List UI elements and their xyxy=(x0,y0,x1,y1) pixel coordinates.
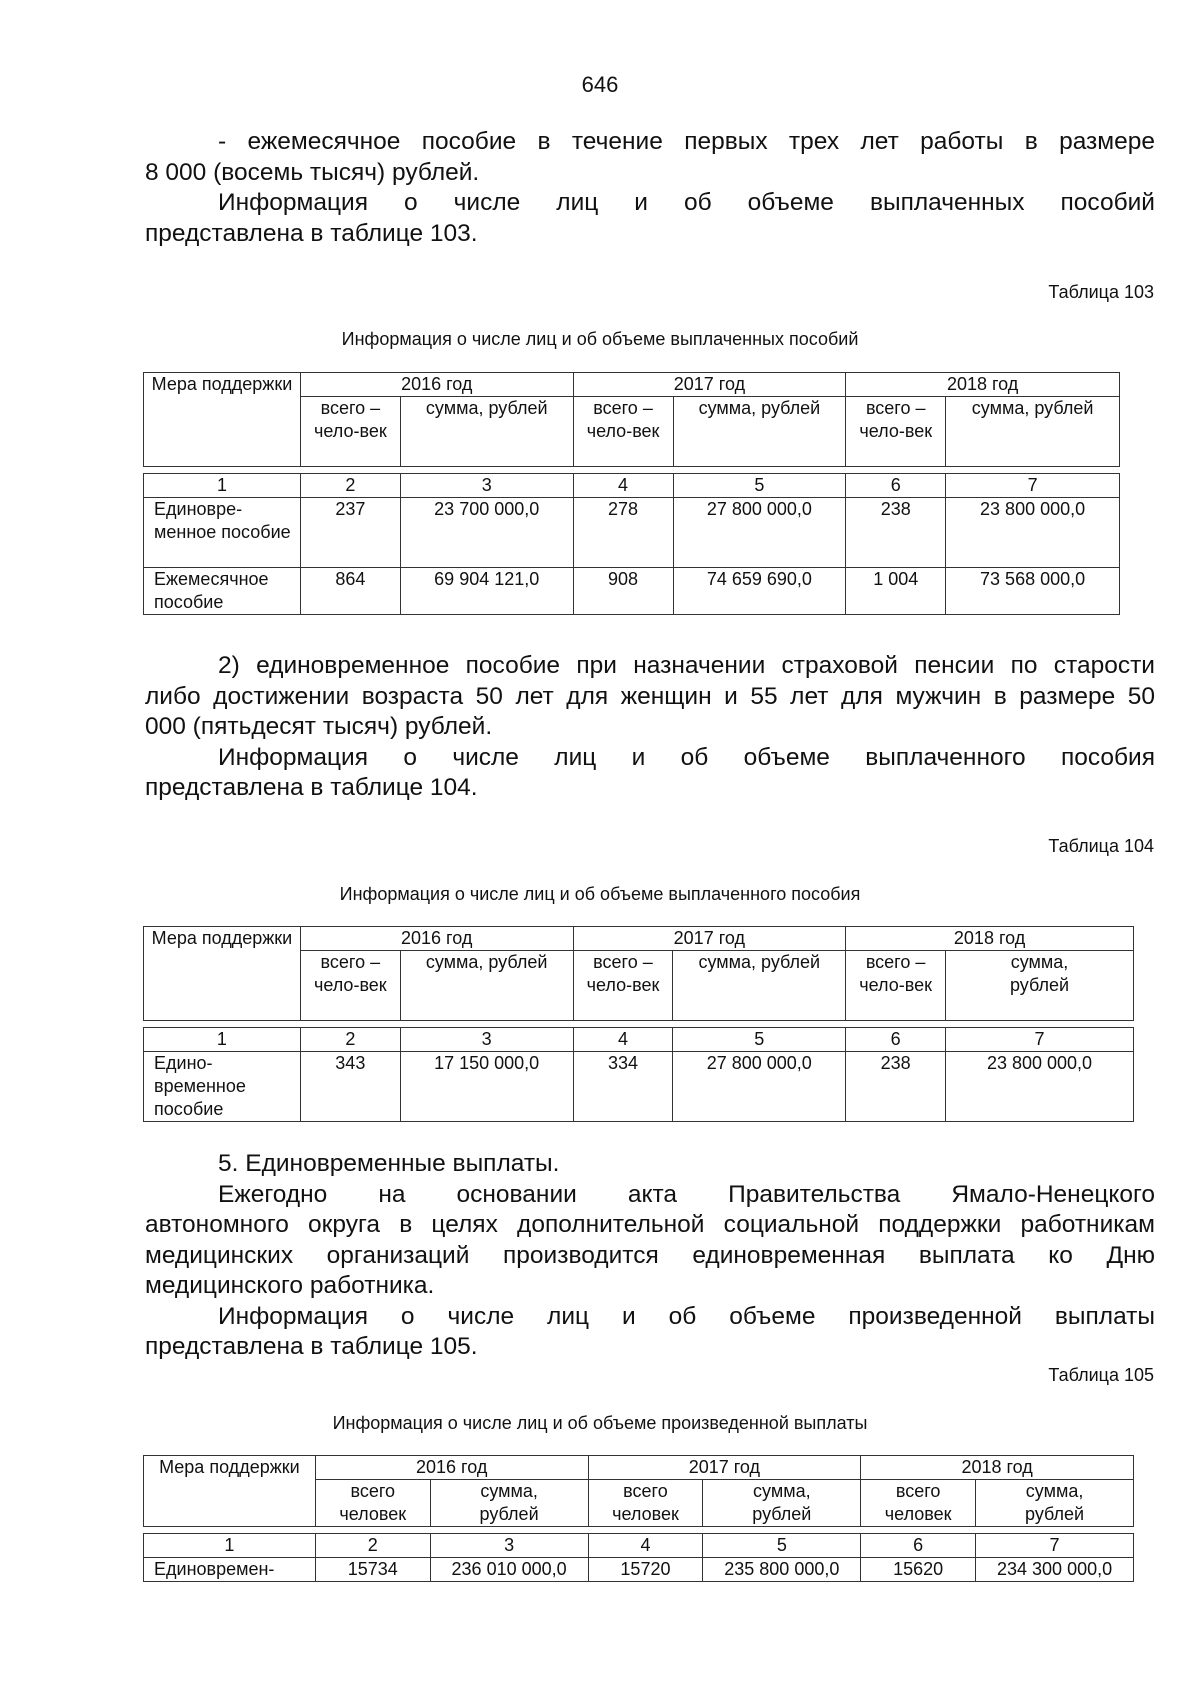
column-number: 5 xyxy=(673,1028,846,1052)
cell: 27 800 000,0 xyxy=(673,1052,846,1122)
cell: 17 150 000,0 xyxy=(400,1052,573,1122)
table-label: Таблица 105 xyxy=(1048,1365,1154,1385)
column-number: 3 xyxy=(400,1028,573,1052)
section-heading: 5. Единовременные выплаты. xyxy=(218,1150,560,1177)
table-row xyxy=(144,568,1120,615)
header-count: всего – чело-век xyxy=(573,951,673,1021)
table-title: Информация о числе лиц и об объеме произведенной выплаты xyxy=(332,1413,868,1433)
header-year: 2018 год xyxy=(846,927,1134,951)
text-line: автономного округа в целях дополнительной социальной поддержки работникам xyxy=(145,1211,1155,1238)
cell: 238 xyxy=(846,498,946,568)
cell: 343 xyxy=(300,1052,400,1122)
text-line: Информация о числе лиц и об объеме произведенной выплаты xyxy=(218,1302,1155,1330)
text-line: представлена в таблице 105. xyxy=(145,1333,478,1360)
table-103 xyxy=(143,372,1120,615)
cell: 237 xyxy=(300,498,400,568)
header-year: 2016 год xyxy=(315,1456,588,1480)
column-number: 6 xyxy=(846,474,946,498)
text-line: медицинского работника. xyxy=(145,1272,435,1299)
table-104 xyxy=(143,926,1134,1122)
header-sum: сумма, рублей xyxy=(400,951,573,1021)
cell: 23 800 000,0 xyxy=(946,1052,1134,1122)
cell: 15720 xyxy=(588,1558,703,1582)
column-number: 3 xyxy=(430,1534,588,1558)
cell: 15734 xyxy=(315,1558,430,1582)
cell: 69 904 121,0 xyxy=(400,568,573,615)
column-number: 4 xyxy=(573,1028,673,1052)
header-count: всего человек xyxy=(861,1480,976,1527)
header-sum: сумма, рублей xyxy=(976,1480,1134,1527)
text-line: представлена в таблице 104. xyxy=(145,774,478,801)
text-line: - ежемесячное пособие в течение первых трех лет работы в размере xyxy=(218,128,1155,155)
header-sum: сумма, рублей xyxy=(430,1480,588,1527)
text-line: либо достижении возраста 50 лет для женщин и 55 лет для мужчин в размере 50 xyxy=(145,682,1155,710)
table-label: Таблица 104 xyxy=(1048,836,1154,856)
table-title: Информация о числе лиц и об объеме выплаченных пособий xyxy=(341,329,859,349)
cell: 27 800 000,0 xyxy=(673,498,846,568)
header-count: всего человек xyxy=(588,1480,703,1527)
cell: 74 659 690,0 xyxy=(673,568,846,615)
table-row xyxy=(144,1558,1134,1582)
table-105 xyxy=(143,1455,1134,1582)
column-number: 4 xyxy=(588,1534,703,1558)
row-name: Едино-временное пособие xyxy=(144,1052,301,1122)
column-number: 3 xyxy=(400,474,573,498)
header-sum: сумма, рублей xyxy=(703,1480,861,1527)
cell: 238 xyxy=(846,1052,946,1122)
column-number: 5 xyxy=(703,1534,861,1558)
cell: 334 xyxy=(573,1052,673,1122)
table-row xyxy=(144,1052,1134,1122)
cell: 1 004 xyxy=(846,568,946,615)
paragraph-monthly-allowance xyxy=(145,127,1155,249)
header-year: 2017 год xyxy=(573,373,846,397)
cell: 23 700 000,0 xyxy=(400,498,573,568)
header-count: всего – чело-век xyxy=(573,397,673,467)
text-line: Информация о числе лиц и об объеме выплаченного пособия xyxy=(218,743,1155,771)
column-number: 7 xyxy=(946,474,1120,498)
cell: 236 010 000,0 xyxy=(430,1558,588,1582)
cell: 23 800 000,0 xyxy=(946,498,1120,568)
header-sum: сумма, рублей xyxy=(946,951,1134,1021)
cell: 15620 xyxy=(861,1558,976,1582)
column-number: 7 xyxy=(976,1534,1134,1558)
column-number: 2 xyxy=(300,1028,400,1052)
column-number: 1 xyxy=(144,1534,316,1558)
text-line: медицинских организаций производится единовременная выплата ко Дню xyxy=(145,1241,1155,1269)
header-sum: сумма, рублей xyxy=(946,397,1120,467)
row-name: Ежемесячное пособие xyxy=(144,568,301,615)
column-number: 6 xyxy=(846,1028,946,1052)
header-sum: сумма, рублей xyxy=(673,951,846,1021)
text-line: Ежегодно на основании акта Правительства Ямало-Ненецкого xyxy=(218,1180,1155,1208)
header-count: всего человек xyxy=(315,1480,430,1527)
header-sum: сумма, рублей xyxy=(400,397,573,467)
header-year: 2017 год xyxy=(588,1456,861,1480)
table-label: Таблица 103 xyxy=(1048,282,1154,302)
header-year: 2016 год xyxy=(300,927,573,951)
header-count: всего – чело-век xyxy=(846,397,946,467)
text-line: 000 (пятьдесят тысяч) рублей. xyxy=(145,713,493,740)
row-name: Единовремен- xyxy=(144,1558,316,1582)
header-measure: Мера поддержки xyxy=(144,927,301,1021)
header-count: всего – чело-век xyxy=(300,951,400,1021)
header-year: 2017 год xyxy=(573,927,846,951)
column-number: 4 xyxy=(573,474,673,498)
cell: 278 xyxy=(573,498,673,568)
cell: 234 300 000,0 xyxy=(976,1558,1134,1582)
header-year: 2018 год xyxy=(861,1456,1134,1480)
text-line: 2) единовременное пособие при назначении страховой пенсии по старости xyxy=(218,652,1155,679)
cell: 864 xyxy=(300,568,400,615)
cell: 235 800 000,0 xyxy=(703,1558,861,1582)
column-number: 1 xyxy=(144,474,301,498)
page-number: 646 xyxy=(581,72,619,97)
header-year: 2016 год xyxy=(300,373,573,397)
table-title: Информация о числе лиц и об объеме выплаченного пособия xyxy=(339,884,861,904)
cell: 73 568 000,0 xyxy=(946,568,1120,615)
header-count: всего – чело-век xyxy=(300,397,400,467)
paragraph-pension-allowance xyxy=(145,651,1155,804)
column-number: 2 xyxy=(300,474,400,498)
header-year: 2018 год xyxy=(846,373,1120,397)
column-number: 1 xyxy=(144,1028,301,1052)
header-measure: Мера поддержки xyxy=(144,373,301,467)
column-number: 2 xyxy=(315,1534,430,1558)
text-line: 8 000 (восемь тысяч) рублей. xyxy=(145,158,480,186)
column-number: 7 xyxy=(946,1028,1134,1052)
paragraph-one-time-payments xyxy=(145,1149,1155,1363)
header-measure: Мера поддержки xyxy=(144,1456,316,1527)
column-number: 5 xyxy=(673,474,846,498)
table-row xyxy=(144,498,1120,568)
header-sum: сумма, рублей xyxy=(673,397,846,467)
cell: 908 xyxy=(573,568,673,615)
text-line: Информация о числе лиц и об объеме выплаченных пособий xyxy=(218,189,1155,216)
row-name: Единовре-менное пособие xyxy=(144,498,301,568)
column-number: 6 xyxy=(861,1534,976,1558)
header-count: всего – чело-век xyxy=(846,951,946,1021)
text-line: представлена в таблице 103. xyxy=(145,219,478,247)
